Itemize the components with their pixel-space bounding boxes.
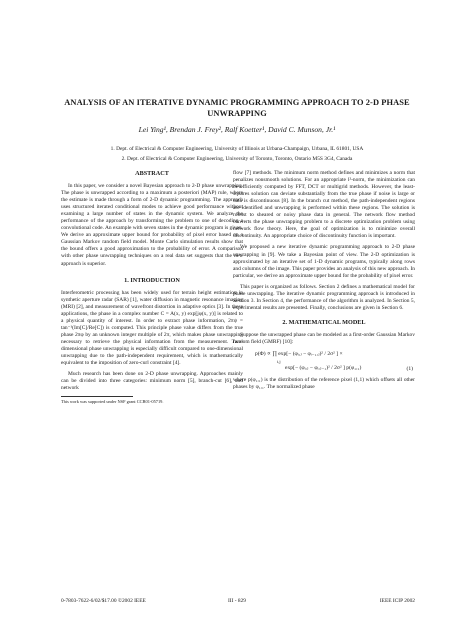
footer-page-number: III - 829 [228, 598, 246, 604]
introduction-heading: 1. INTRODUCTION [124, 276, 180, 284]
affiliation-1: 1. Dept. of Electrical & Computer Engineering, University of Illinois at Urbana-Champaign, Urbana, IL 61801, USA [110, 146, 364, 152]
abstract-text: In this paper, we consider a novel Bayesian approach to 2-D phase unwrapping. The phase is unwrapped according to a maximum a posteriori (MAP) rule, where the estimate is made through a form of 2-D dynamic programming. The approach uses structured iterated conditional modes to achieve good performance without examining a large number of states in the dynamic system. We analyze the performance of the approach by transforming the problem to one of decoding a convolutional code. An example with seven states in the dynamic program is given. We derive an approximate upper bound for probability of pixel error based on a Gaussian Markov random field model. Monte Carlo simulation results show that the bound offers a good approximation to the probability of error. A comparison with other phase unwrapping techniques on a real data set suggests that the new approach is superior. [61, 183, 243, 267]
right-paragraph-2: We proposed a new iterative dynamic programming approach to 2-D phase unwrapping in [9]. We take a Bayesian point of view. The 2-D optimization is approximated by an iterative set of 1-D dynamic programs, typically along rows and columns of the image. This paper provides an analysis of this new approach. In particular, we derive an approximate upper bound for the probability of pixel error. [233, 244, 415, 279]
right-column [233, 170, 415, 395]
footnote: This work was supported under NSF grant CCR01-05719. [61, 399, 164, 405]
model-heading: 2. MATHEMATICAL MODEL [282, 318, 366, 326]
abstract-heading: ABSTRACT [135, 170, 169, 177]
model-paragraph-2: where p(φ₁,₁) is the distribution of the reference pixel (1,1) which offsets all other phases by φ₁,₁. The normalized phase [233, 376, 415, 391]
equation-line-2: exp[− (φᵢ,ⱼ − φᵢ,ⱼ₋₁)² / 2σ² ] p(φ₁,₁) [285, 364, 362, 371]
footer-copyright: 0-7803-7622-6/02/$17.00 ©2002 IEEE [61, 598, 146, 604]
left-column [61, 170, 243, 405]
model-paragraph: Suppose the unwrapped phase can be modeled as a first-order Gaussian Markov random field (GMRF) [10]: [233, 331, 415, 345]
abstract [61, 183, 243, 268]
intro-paragraph-2: Much research has been done on 2-D phase unwrapping. Approaches mainly can be divided into three categories: minimum norm [5], branch-cut [6], and network [61, 371, 243, 392]
equation-1 [255, 350, 415, 373]
equation-subscript: i,j [277, 358, 281, 364]
equation-line-1: p(Φ) ∝ ∏ exp[− (φᵢ,ⱼ − φᵢ₋₁,ⱼ)² / 2σ² ] × [255, 350, 343, 357]
affiliation-2: 2. Dept. of Electrical & Computer Engineering, University of Toronto, Toronto, Ontario M5S 3G4, Canada [121, 156, 353, 162]
equation-number: (1) [406, 365, 413, 372]
author-list: Lei Ying¹, Brendan J. Frey², Ralf Koetter¹, David C. Munson, Jr.¹ [138, 125, 336, 134]
footnote-rule [61, 396, 133, 397]
right-paragraph-1: flow [7] methods. The minimum norm method defines and minimizes a norm that penalizes nonsmooth solutions. For an appropriate l²-norm, the minimization can be efficiently computed by FFT, DCT or multigrid methods. However, the least-squares solution can deviate substantially from the true phase if noise is large or data is discontinuous [8]. In the branch cut method, the path-independent regions are identified and unwrapping is performed within these regions. The solution is robust to sheared or noisy phase data in general. The network flow method converts the phase unwrapping problem to a discrete optimization problem using network flow theory. Here, the goal of optimization is to minimize overall discontinuity. An appropriate choice of discontinuity function is important. [233, 170, 415, 240]
paper-title: ANALYSIS OF AN ITERATIVE DYNAMIC PROGRAMMING APPROACH TO 2-D PHASE UNWRAPPING [64, 98, 410, 118]
right-paragraph-3: This paper is organized as follows. Section 2 defines a mathematical model for phase unwrapping. The iterative dynamic programming approach is introduced in Section 3. In Section 4, the performance of the algorithm is analyzed. In Section 5, experimental results are presented. Finally, conclusions are given in Section 6. [233, 283, 415, 311]
intro-paragraph-1: Interferometric processing has been widely used for terrain height estimation in synthetic aperture radar (SAR) [1], water diffusion in magnetic resonance imaging (MRI) [2], and measurement of wavefront distortion in adaptive optics [3]. In these applications, the phase in a complex number C = A(x, y) exp[jφ(x, y)] is related to a physical quantity of interest. In order to extract phase information, 2πψ = tan⁻¹(Im[C]/Re[C]) is computed. This principle phase value differs from the true phase 2πφ by an unknown integer multiple of 2π, which makes phase unwrapping necessary to retrieve the physical information from the measurement. Two-dimensional phase unwrapping is especially difficult compared to one-dimensional unwrapping due to the path-independent requirement, which is mathematically equivalent to the imposition of zero-curl constraint [4]. [61, 289, 243, 367]
footer-conference: IEEE ICIP 2002 [379, 598, 415, 604]
